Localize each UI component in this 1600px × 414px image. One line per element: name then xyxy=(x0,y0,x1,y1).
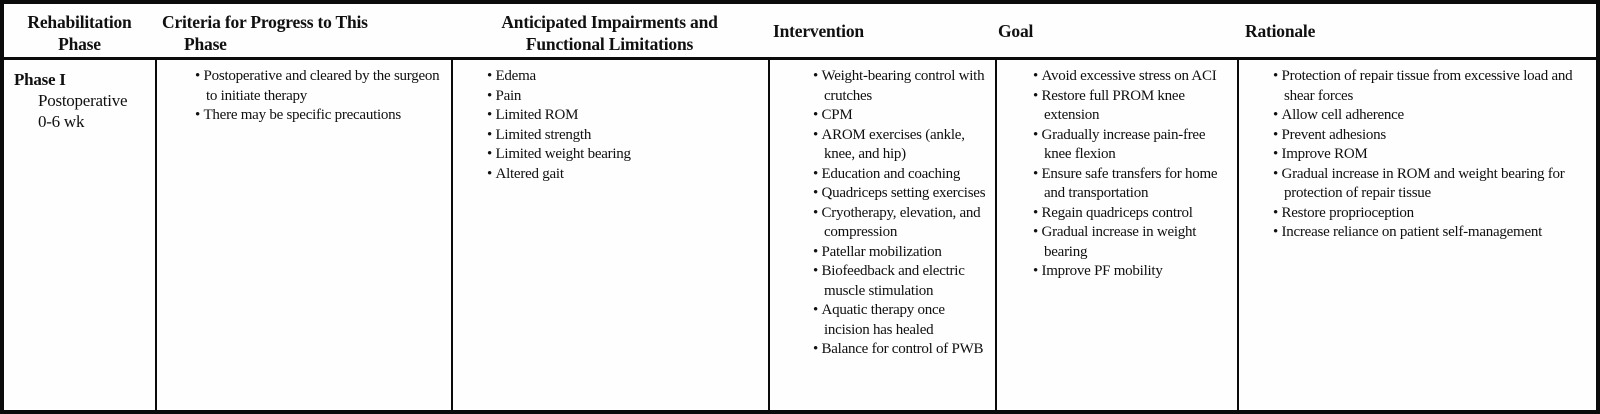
phase-duration: 0-6 wk xyxy=(38,112,85,131)
impairments-bullet-list xyxy=(453,67,768,184)
header-line: Criteria for Progress to This xyxy=(162,12,368,32)
bullet-item: • Edema xyxy=(487,67,761,87)
cell-rehabilitation-phase xyxy=(4,60,155,410)
bullet-item: • CPM xyxy=(813,106,988,126)
bullet-item: • Aquatic therapy once incision has healed xyxy=(813,301,988,340)
bullet-item: • Gradual increase in ROM and weight bearing for protection of repair tissue xyxy=(1273,165,1586,204)
table-header-row xyxy=(4,4,1596,60)
goal-bullet-list xyxy=(997,67,1237,282)
bullet-item: • Limited ROM xyxy=(487,106,761,126)
bullet-item: • Weight-bearing control with crutches xyxy=(813,67,988,106)
header-cell-rationale xyxy=(1237,4,1596,57)
header-cell-rehabilitation-phase xyxy=(4,4,155,57)
bullet-item: • Improve ROM xyxy=(1273,145,1586,165)
bullet-item: • Biofeedback and electric muscle stimulation xyxy=(813,262,988,301)
table-body-row-phase-1 xyxy=(4,60,1596,410)
header-cell-impairments xyxy=(451,4,768,57)
bullet-item: • Education and coaching xyxy=(813,165,988,185)
header-line: Phase xyxy=(184,33,227,54)
bullet-item: • Cryotherapy, elevation, and compression xyxy=(813,204,988,243)
phase-period: Postoperative xyxy=(38,91,128,110)
bullet-item: • Avoid excessive stress on ACI xyxy=(1033,67,1232,87)
header-line: Intervention xyxy=(773,21,864,41)
bullet-item: • Postoperative and cleared by the surgeon to initiate therapy xyxy=(195,67,444,106)
criteria-bullet-list xyxy=(157,67,451,126)
header-cell-goal xyxy=(995,4,1237,57)
cell-impairments xyxy=(451,60,768,410)
bullet-item: • Restore full PROM knee extension xyxy=(1033,87,1232,126)
header-line: Functional Limitations xyxy=(525,33,694,54)
header-line: Phase xyxy=(58,33,101,54)
bullet-item: • Quadriceps setting exercises xyxy=(813,184,988,204)
bullet-item: • Restore proprioception xyxy=(1273,204,1586,224)
header-cell-intervention xyxy=(768,4,995,57)
header-cell-criteria xyxy=(155,4,451,57)
cell-intervention xyxy=(768,60,995,410)
bullet-item: • Balance for control of PWB xyxy=(813,340,988,360)
bullet-item: • Gradually increase pain-free knee flexion xyxy=(1033,126,1232,165)
bullet-item: • Limited weight bearing xyxy=(487,145,761,165)
rationale-bullet-list xyxy=(1239,67,1596,243)
bullet-item: • Patellar mobilization xyxy=(813,243,988,263)
bullet-item: • Regain quadriceps control xyxy=(1033,204,1232,224)
cell-rationale xyxy=(1237,60,1596,410)
bullet-item: • Limited strength xyxy=(487,126,761,146)
phase-title: Phase I xyxy=(14,70,66,89)
bullet-item: • AROM exercises (ankle, knee, and hip) xyxy=(813,126,988,165)
bullet-item: • Allow cell adherence xyxy=(1273,106,1586,126)
cell-goal xyxy=(995,60,1237,410)
intervention-bullet-list xyxy=(770,67,995,360)
bullet-item: • There may be specific precautions xyxy=(195,106,444,126)
bullet-item: • Ensure safe transfers for home and transportation xyxy=(1033,165,1232,204)
header-line: Rehabilitation xyxy=(27,12,132,32)
bullet-item: • Protection of repair tissue from excessive load and shear forces xyxy=(1273,67,1586,106)
header-line: Anticipated Impairments and xyxy=(501,12,718,32)
bullet-item: • Pain xyxy=(487,87,761,107)
bullet-item: • Altered gait xyxy=(487,165,761,185)
header-line: Goal xyxy=(998,21,1034,41)
bullet-item: • Increase reliance on patient self-management xyxy=(1273,223,1586,243)
bullet-item: • Improve PF mobility xyxy=(1033,262,1232,282)
bullet-item: • Prevent adhesions xyxy=(1273,126,1586,146)
header-line: Rationale xyxy=(1245,21,1316,41)
bullet-item: • Gradual increase in weight bearing xyxy=(1033,223,1232,262)
cell-criteria xyxy=(155,60,451,410)
